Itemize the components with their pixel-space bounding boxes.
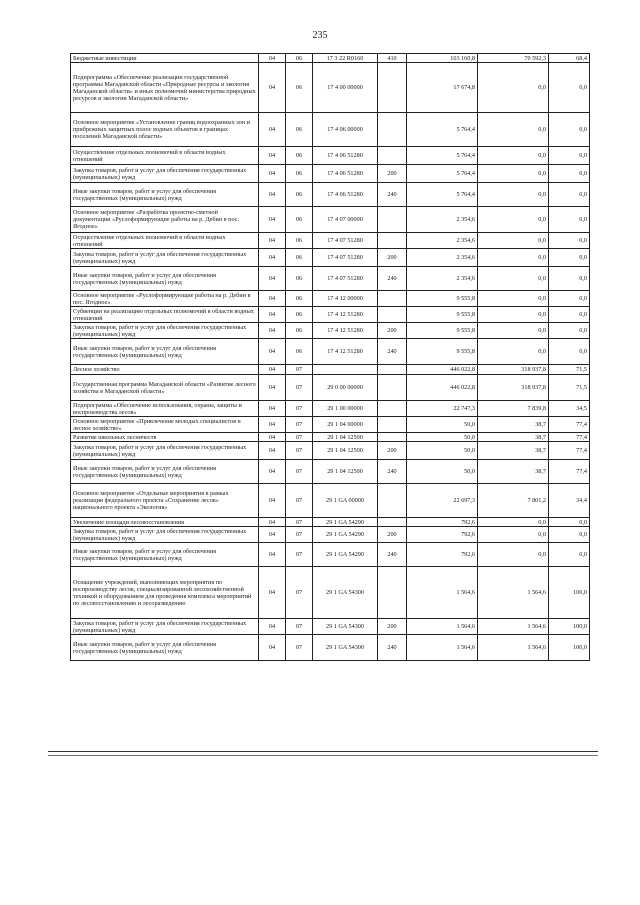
target-article-code: 17 4 06 51280 xyxy=(313,183,378,207)
execution-percent: 34,4 xyxy=(549,484,590,518)
executed-amount: 0,0 xyxy=(478,249,549,267)
expense-type-code xyxy=(378,365,407,375)
execution-percent: 0,0 xyxy=(549,63,590,113)
approved-amount: 103 160,8 xyxy=(407,54,478,63)
expense-type-code: 240 xyxy=(378,543,407,567)
section-code: 04 xyxy=(259,527,286,543)
executed-amount: 0,0 xyxy=(478,518,549,527)
approved-amount: 2 354,6 xyxy=(407,249,478,267)
executed-amount: 38,7 xyxy=(478,442,549,460)
expense-type-code xyxy=(378,401,407,417)
subsection-code: 07 xyxy=(286,543,313,567)
executed-amount: 0,0 xyxy=(478,291,549,307)
approved-amount: 792,6 xyxy=(407,543,478,567)
expense-type-code: 200 xyxy=(378,323,407,339)
table-row xyxy=(71,567,590,619)
subsection-code: 07 xyxy=(286,433,313,442)
expense-type-code xyxy=(378,291,407,307)
expense-type-code xyxy=(378,207,407,233)
expense-type-code: 240 xyxy=(378,267,407,291)
approved-amount: 22 697,3 xyxy=(407,484,478,518)
section-code: 04 xyxy=(259,567,286,619)
executed-amount: 0,0 xyxy=(478,207,549,233)
executed-amount: 1 564,6 xyxy=(478,635,549,661)
approved-amount: 9 555,8 xyxy=(407,291,478,307)
approved-amount: 446 022,8 xyxy=(407,375,478,401)
execution-percent: 0,0 xyxy=(549,291,590,307)
expense-type-code: 240 xyxy=(378,183,407,207)
execution-percent: 71,5 xyxy=(549,365,590,375)
table-row xyxy=(71,518,590,527)
section-code: 04 xyxy=(259,375,286,401)
execution-percent: 71,5 xyxy=(549,375,590,401)
row-name: Увеличение площади лесовосстановления xyxy=(71,518,259,527)
section-code: 04 xyxy=(259,543,286,567)
execution-percent: 68,4 xyxy=(549,54,590,63)
executed-amount: 318 937,8 xyxy=(478,365,549,375)
section-code: 04 xyxy=(259,433,286,442)
table-row xyxy=(71,233,590,249)
approved-amount: 5 764,4 xyxy=(407,147,478,165)
subsection-code: 07 xyxy=(286,365,313,375)
subsection-code: 06 xyxy=(286,183,313,207)
table-row xyxy=(71,307,590,323)
row-name: Основное мероприятие «Руслоформирующие работы на р. Дебин в пос. Ягодное» xyxy=(71,291,259,307)
approved-amount: 9 555,8 xyxy=(407,323,478,339)
section-code: 04 xyxy=(259,183,286,207)
section-code: 04 xyxy=(259,442,286,460)
expense-type-code xyxy=(378,375,407,401)
approved-amount: 2 354,6 xyxy=(407,207,478,233)
expense-type-code: 200 xyxy=(378,165,407,183)
approved-amount: 50,0 xyxy=(407,460,478,484)
target-article-code xyxy=(313,365,378,375)
row-name: Основное мероприятие «Установление границ водоохранных зон и прибрежных защитных полос водных объектов в границах поселений Магаданской области» xyxy=(71,113,259,147)
executed-amount: 0,0 xyxy=(478,183,549,207)
subsection-code: 07 xyxy=(286,619,313,635)
section-code: 04 xyxy=(259,307,286,323)
table-row xyxy=(71,442,590,460)
row-name: Иные закупки товаров, работ и услуг для обеспечения государственных (муниципальных) нужд xyxy=(71,460,259,484)
subsection-code: 07 xyxy=(286,442,313,460)
approved-amount: 17 674,8 xyxy=(407,63,478,113)
subsection-code: 06 xyxy=(286,267,313,291)
expense-type-code xyxy=(378,518,407,527)
row-name: Оснащение учреждений, выполняющих мероприятия по воспроизводству лесов, специализированной лесохозяйственной техникой и оборудованием для проведения комплекса мероприятий по лесовосстановлению и лесоразведению xyxy=(71,567,259,619)
target-article-code: 29 1 04 12500 xyxy=(313,442,378,460)
budget-table xyxy=(70,53,590,661)
section-code: 04 xyxy=(259,635,286,661)
target-article-code: 17 4 06 00000 xyxy=(313,113,378,147)
table-row xyxy=(71,484,590,518)
target-article-code: 17 3 22 R0160 xyxy=(313,54,378,63)
executed-amount: 1 564,6 xyxy=(478,619,549,635)
expense-type-code xyxy=(378,307,407,323)
target-article-code: 17 4 12 51280 xyxy=(313,323,378,339)
expense-type-code xyxy=(378,433,407,442)
executed-amount: 0,0 xyxy=(478,113,549,147)
executed-amount: 0,0 xyxy=(478,267,549,291)
footer-rule-secondary xyxy=(48,755,598,756)
expense-type-code: 200 xyxy=(378,442,407,460)
subsection-code: 07 xyxy=(286,567,313,619)
execution-percent: 34,5 xyxy=(549,401,590,417)
subsection-code: 06 xyxy=(286,233,313,249)
row-name: Иные закупки товаров, работ и услуг для обеспечения государственных (муниципальных) нужд xyxy=(71,183,259,207)
table-row xyxy=(71,619,590,635)
row-name: Закупка товаров, работ и услуг для обеспечения государственных (муниципальных) нужд xyxy=(71,323,259,339)
target-article-code: 29 0 00 00000 xyxy=(313,375,378,401)
section-code: 04 xyxy=(259,417,286,433)
execution-percent: 100,0 xyxy=(549,635,590,661)
target-article-code: 29 1 GA 54290 xyxy=(313,518,378,527)
row-name: Субвенции на реализацию отдельных полномочий в области водных отношений xyxy=(71,307,259,323)
subsection-code: 07 xyxy=(286,518,313,527)
subsection-code: 06 xyxy=(286,63,313,113)
target-article-code: 17 4 07 00000 xyxy=(313,207,378,233)
executed-amount: 0,0 xyxy=(478,63,549,113)
execution-percent: 100,0 xyxy=(549,619,590,635)
subsection-code: 06 xyxy=(286,54,313,63)
section-code: 04 xyxy=(259,518,286,527)
expense-type-code: 200 xyxy=(378,619,407,635)
section-code: 04 xyxy=(259,233,286,249)
target-article-code: 17 4 12 00000 xyxy=(313,291,378,307)
table-row xyxy=(71,635,590,661)
subsection-code: 06 xyxy=(286,249,313,267)
executed-amount: 38,7 xyxy=(478,433,549,442)
section-code: 04 xyxy=(259,267,286,291)
executed-amount: 1 564,6 xyxy=(478,567,549,619)
approved-amount: 9 555,8 xyxy=(407,339,478,365)
section-code: 04 xyxy=(259,339,286,365)
row-name: Иные закупки товаров, работ и услуг для обеспечения государственных (муниципальных) нужд xyxy=(71,635,259,661)
expense-type-code xyxy=(378,63,407,113)
row-name: Закупка товаров, работ и услуг для обеспечения государственных (муниципальных) нужд xyxy=(71,249,259,267)
expense-type-code xyxy=(378,147,407,165)
execution-percent: 0,0 xyxy=(549,339,590,365)
expense-type-code: 410 xyxy=(378,54,407,63)
subsection-code: 07 xyxy=(286,401,313,417)
target-article-code: 29 1 GA 54300 xyxy=(313,619,378,635)
target-article-code: 17 4 07 51280 xyxy=(313,267,378,291)
subsection-code: 06 xyxy=(286,113,313,147)
target-article-code: 17 4 06 51280 xyxy=(313,147,378,165)
subsection-code: 06 xyxy=(286,307,313,323)
target-article-code: 29 1 GA 54290 xyxy=(313,527,378,543)
table-row xyxy=(71,323,590,339)
row-name: Иные закупки товаров, работ и услуг для обеспечения государственных (муниципальных) нужд xyxy=(71,339,259,365)
executed-amount: 7 839,8 xyxy=(478,401,549,417)
expense-type-code xyxy=(378,484,407,518)
section-code: 04 xyxy=(259,249,286,267)
execution-percent: 0,0 xyxy=(549,323,590,339)
expense-type-code: 200 xyxy=(378,249,407,267)
executed-amount: 0,0 xyxy=(478,165,549,183)
table-row xyxy=(71,417,590,433)
approved-amount: 22 747,3 xyxy=(407,401,478,417)
execution-percent: 0,0 xyxy=(549,518,590,527)
executed-amount: 38,7 xyxy=(478,417,549,433)
executed-amount: 0,0 xyxy=(478,339,549,365)
row-name: Осуществление отдельных полномочий в области водных отношений xyxy=(71,233,259,249)
execution-percent: 0,0 xyxy=(549,527,590,543)
expense-type-code xyxy=(378,113,407,147)
approved-amount: 792,6 xyxy=(407,527,478,543)
subsection-code: 07 xyxy=(286,635,313,661)
table-row xyxy=(71,433,590,442)
table-row xyxy=(71,249,590,267)
execution-percent: 77,4 xyxy=(549,460,590,484)
executed-amount: 38,7 xyxy=(478,460,549,484)
expense-type-code xyxy=(378,233,407,249)
approved-amount: 446 022,8 xyxy=(407,365,478,375)
row-name: Развитие школьных лесничеств xyxy=(71,433,259,442)
expense-type-code: 240 xyxy=(378,460,407,484)
subsection-code: 07 xyxy=(286,417,313,433)
execution-percent: 0,0 xyxy=(549,147,590,165)
subsection-code: 06 xyxy=(286,165,313,183)
section-code: 04 xyxy=(259,54,286,63)
execution-percent: 0,0 xyxy=(549,233,590,249)
table-row xyxy=(71,375,590,401)
executed-amount: 7 801,2 xyxy=(478,484,549,518)
row-name: Осуществление отдельных полномочий в области водных отношений xyxy=(71,147,259,165)
executed-amount: 0,0 xyxy=(478,307,549,323)
approved-amount: 1 564,6 xyxy=(407,635,478,661)
table-row xyxy=(71,527,590,543)
subsection-code: 07 xyxy=(286,375,313,401)
table-row xyxy=(71,63,590,113)
row-name: Иные закупки товаров, работ и услуг для обеспечения государственных (муниципальных) нужд xyxy=(71,267,259,291)
section-code: 04 xyxy=(259,147,286,165)
section-code: 04 xyxy=(259,401,286,417)
approved-amount: 9 555,8 xyxy=(407,307,478,323)
execution-percent: 0,0 xyxy=(549,165,590,183)
budget-table-body xyxy=(71,54,590,661)
target-article-code: 17 4 07 51280 xyxy=(313,249,378,267)
section-code: 04 xyxy=(259,63,286,113)
section-code: 04 xyxy=(259,460,286,484)
row-name: Подпрограмма «Обеспечение реализации государственной программы Магаданской области «Природные ресурсы и экология Магаданской области» и иных полномочий министерства природных ресурсов и экологии Магаданской области» xyxy=(71,63,259,113)
table-row xyxy=(71,207,590,233)
target-article-code: 17 4 12 51280 xyxy=(313,307,378,323)
execution-percent: 0,0 xyxy=(549,543,590,567)
execution-percent: 77,4 xyxy=(549,442,590,460)
table-row xyxy=(71,291,590,307)
table-row xyxy=(71,365,590,375)
approved-amount: 5 764,4 xyxy=(407,183,478,207)
section-code: 04 xyxy=(259,113,286,147)
table-row xyxy=(71,165,590,183)
table-row xyxy=(71,147,590,165)
executed-amount: 0,0 xyxy=(478,323,549,339)
expense-type-code: 200 xyxy=(378,527,407,543)
table-row xyxy=(71,183,590,207)
target-article-code: 17 4 00 00000 xyxy=(313,63,378,113)
target-article-code: 29 1 04 12500 xyxy=(313,460,378,484)
section-code: 04 xyxy=(259,323,286,339)
row-name: Закупка товаров, работ и услуг для обеспечения государственных (муниципальных) нужд xyxy=(71,527,259,543)
executed-amount: 70 592,3 xyxy=(478,54,549,63)
executed-amount: 0,0 xyxy=(478,543,549,567)
execution-percent: 0,0 xyxy=(549,113,590,147)
table-row xyxy=(71,267,590,291)
subsection-code: 06 xyxy=(286,147,313,165)
execution-percent: 77,4 xyxy=(549,433,590,442)
row-name: Закупка товаров, работ и услуг для обеспечения государственных (муниципальных) нужд xyxy=(71,442,259,460)
execution-percent: 0,0 xyxy=(549,267,590,291)
row-name: Закупка товаров, работ и услуг для обеспечения государственных (муниципальных) нужд xyxy=(71,165,259,183)
execution-percent: 77,4 xyxy=(549,417,590,433)
execution-percent: 100,0 xyxy=(549,567,590,619)
approved-amount: 50,0 xyxy=(407,417,478,433)
page-number: 235 xyxy=(312,30,328,41)
approved-amount: 5 764,4 xyxy=(407,165,478,183)
executed-amount: 318 937,8 xyxy=(478,375,549,401)
subsection-code: 06 xyxy=(286,323,313,339)
approved-amount: 1 564,6 xyxy=(407,619,478,635)
subsection-code: 07 xyxy=(286,527,313,543)
approved-amount: 50,0 xyxy=(407,433,478,442)
target-article-code: 29 1 GA 54290 xyxy=(313,543,378,567)
subsection-code: 07 xyxy=(286,484,313,518)
target-article-code: 29 1 04 00000 xyxy=(313,417,378,433)
row-name: Основное мероприятие «Отдельные мероприятия в рамках реализации федерального проекта «Сохранение лесов» национального проекта «Экология» xyxy=(71,484,259,518)
executed-amount: 0,0 xyxy=(478,233,549,249)
target-article-code: 17 4 06 51280 xyxy=(313,165,378,183)
approved-amount: 1 564,6 xyxy=(407,567,478,619)
table-row xyxy=(71,543,590,567)
expense-type-code: 240 xyxy=(378,339,407,365)
row-name: Бюджетные инвестиции xyxy=(71,54,259,63)
row-name: Основное мероприятие «Разработка проектно-сметной документации «Руслоформирующие работы на р. Дебин в пос. Ягодное» xyxy=(71,207,259,233)
expense-type-code xyxy=(378,567,407,619)
approved-amount: 2 354,6 xyxy=(407,233,478,249)
approved-amount: 792,6 xyxy=(407,518,478,527)
execution-percent: 0,0 xyxy=(549,307,590,323)
table-row xyxy=(71,339,590,365)
subsection-code: 06 xyxy=(286,291,313,307)
row-name: Основное мероприятие «Привлечение молодых специалистов в лесное хозяйство» xyxy=(71,417,259,433)
executed-amount: 0,0 xyxy=(478,147,549,165)
target-article-code: 29 1 GA 00000 xyxy=(313,484,378,518)
target-article-code: 29 1 00 00000 xyxy=(313,401,378,417)
section-code: 04 xyxy=(259,207,286,233)
table-row xyxy=(71,113,590,147)
subsection-code: 06 xyxy=(286,207,313,233)
execution-percent: 0,0 xyxy=(549,207,590,233)
row-name: Иные закупки товаров, работ и услуг для обеспечения государственных (муниципальных) нужд xyxy=(71,543,259,567)
row-name: Лесное хозяйство xyxy=(71,365,259,375)
subsection-code: 06 xyxy=(286,339,313,365)
target-article-code: 17 4 07 51280 xyxy=(313,233,378,249)
table-row xyxy=(71,401,590,417)
target-article-code: 17 4 12 51280 xyxy=(313,339,378,365)
target-article-code: 29 1 GA 54300 xyxy=(313,567,378,619)
table-row xyxy=(71,460,590,484)
section-code: 04 xyxy=(259,484,286,518)
section-code: 04 xyxy=(259,365,286,375)
row-name: Государственная программа Магаданской области «Развитие лесного хозяйства в Магаданской области» xyxy=(71,375,259,401)
execution-percent: 0,0 xyxy=(549,249,590,267)
target-article-code: 29 1 04 12500 xyxy=(313,433,378,442)
expense-type-code xyxy=(378,417,407,433)
approved-amount: 50,0 xyxy=(407,442,478,460)
footer-rule xyxy=(48,751,598,752)
row-name: Подпрограмма «Обеспечение использования, охраны, защиты и воспроизводства лесов» xyxy=(71,401,259,417)
executed-amount: 0,0 xyxy=(478,527,549,543)
row-name: Закупка товаров, работ и услуг для обеспечения государственных (муниципальных) нужд xyxy=(71,619,259,635)
subsection-code: 07 xyxy=(286,460,313,484)
target-article-code: 29 1 GA 54300 xyxy=(313,635,378,661)
approved-amount: 2 354,6 xyxy=(407,267,478,291)
approved-amount: 5 764,4 xyxy=(407,113,478,147)
table-row xyxy=(71,54,590,63)
section-code: 04 xyxy=(259,165,286,183)
section-code: 04 xyxy=(259,619,286,635)
section-code: 04 xyxy=(259,291,286,307)
expense-type-code: 240 xyxy=(378,635,407,661)
execution-percent: 0,0 xyxy=(549,183,590,207)
